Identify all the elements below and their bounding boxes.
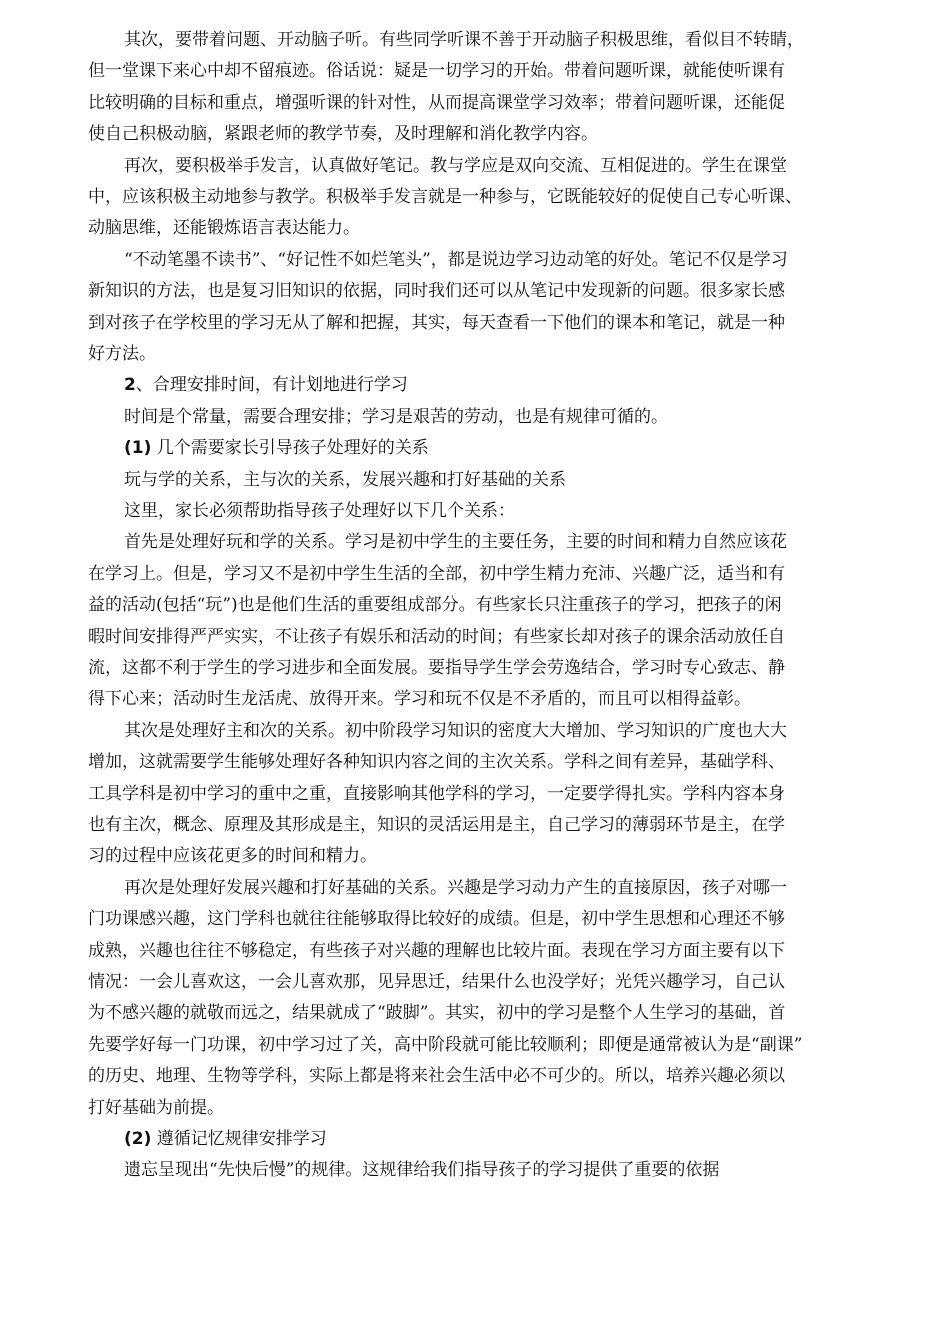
paragraph-line: 动脑思维，还能锻炼语言表达能力。 [88, 218, 360, 239]
heading-text: 几个需要家长引导孩子处理好的关系 [151, 438, 429, 459]
paragraph-line: 其次，要带着问题、开动脑子听。有些同学听课不善于开动脑子积极思维，看似目不转睛， [124, 30, 804, 50]
paragraph-line: 中，应该积极主动地参与教学。积极举手发言就是一种参与，它既能较好的促使自己专心听课、 [88, 187, 802, 207]
paragraph-line: 新知识的方法，也是复习旧知识的依据，同时我们还可以从笔记中发现新的问题。很多家长感 [88, 281, 785, 302]
paragraph-line: 好方法。 [88, 344, 156, 364]
heading-number: (1) [124, 438, 152, 459]
paragraph-line: 使自己积极动脑，紧跟老师的教学节奏，及时理解和消化教学内容。 [88, 124, 598, 145]
heading-text: 遵循记忆规律安排学习 [151, 1129, 327, 1149]
section-heading [124, 436, 429, 460]
heading-number: 2 [124, 375, 136, 396]
paragraph-line: 也有主次，概念、原理及其形成是主，知识的灵活运用是主，自己学习的薄弱环节是主，在学 [88, 815, 785, 835]
section-heading [124, 1127, 327, 1151]
paragraph-line: 在学习上。但是，学习又不是初中学生生活的全部，初中学生精力充沛、兴趣广泛，适当和有 [88, 563, 785, 584]
paragraph-line: 玩与学的关系，主与次的关系，发展兴趣和打好基础的关系 [124, 469, 566, 490]
paragraph-line: 门功课感兴趣，这门学科也就往往能够取得比较好的成绩。但是，初中学生思想和心理还不够 [88, 909, 785, 930]
paragraph-line: 打好基础为前提。 [88, 1097, 224, 1118]
paragraph-line: 遗忘呈现出“先快后慢”的规律。这规律给我们指导孩子的学习提供了重要的依据 [124, 1160, 720, 1181]
paragraph-line: 时间是个常量，需要合理安排；学习是艰苦的劳动，也是有规律可循的。 [124, 406, 668, 427]
paragraph-line: “不动笔墨不读书”、“好记性不如烂笔头”，都是说边学习边动笔的好处。笔记不仅是学习 [124, 249, 788, 270]
paragraph-line: 习的过程中应该花更多的时间和精力。 [88, 846, 377, 867]
paragraph-line: 为不感兴趣的就敬而远之，结果就成了“跛脚”。其实，初中的学习是整个人生学习的基础，首 [88, 1003, 786, 1024]
paragraph-line: 再次，要积极举手发言，认真做好笔记。教与学应是双向交流、互相促进的。学生在课堂 [124, 155, 787, 176]
paragraph-line: 益的活动(包括“玩”)也是他们生活的重要组成部分。有些家长只注重孩子的学习，把孩子的闲 [88, 595, 782, 616]
section-heading [124, 373, 408, 397]
paragraph-line: 流，这都不利于学生的学习进步和全面发展。要指导学生学会劳逸结合，学习时专心致志、静 [88, 658, 785, 678]
paragraph-line: 得下心来；活动时生龙活虎、放得开来。学习和玩不仅是不矛盾的，而且可以相得益彰。 [88, 689, 751, 710]
paragraph-line: 暇时间安排得严严实实，不让孩子有娱乐和活动的时间；有些家长却对孩子的课余活动放任自 [88, 626, 785, 647]
heading-text: 、合理安排时间，有计划地进行学习 [135, 375, 408, 396]
paragraph-line: 其次是处理好主和次的关系。初中阶段学习知识的密度大大增加、学习知识的广度也大大 [124, 720, 787, 741]
paragraph-line: 比较明确的目标和重点，增强听课的针对性，从而提高课堂学习效率；带着问题听课，还能促 [88, 92, 785, 113]
paragraph-line: 但一堂课下来心中却不留痕迹。俗话说：疑是一切学习的开始。带着问题听课，就能使听课有 [88, 61, 785, 82]
paragraph-line: 情况：一会儿喜欢这，一会儿喜欢那，见异思迁，结果什么也没学好；光凭兴趣学习，自己认 [88, 972, 785, 992]
heading-number: (2) [124, 1129, 152, 1149]
paragraph-line: 再次是处理好发展兴趣和打好基础的关系。兴趣是学习动力产生的直接原因，孩子对哪一 [124, 877, 787, 898]
paragraph-line: 的历史、地理、生物等学科，实际上都是将来社会生活中必不可少的。所以，培养兴趣必须以 [88, 1066, 785, 1087]
paragraph-line: 先要学好每一门功课，初中学习过了关，高中阶段就可能比较顺利；即便是通常被认为是“副课” [88, 1034, 803, 1055]
paragraph-line: 增加，这就需要学生能够处理好各种知识内容之间的主次关系。学科之间有差异，基础学科、 [88, 752, 785, 773]
paragraph-line: 成熟，兴趣也往往不够稳定，有些孩子对兴趣的理解也比较片面。表现在学习方面主要有以下 [88, 940, 785, 961]
paragraph-line: 这里，家长必须帮助指导孩子处理好以下几个关系： [124, 501, 515, 521]
paragraph-line: 首先是处理好玩和学的关系。学习是初中学生的主要任务，主要的时间和精力自然应该花 [124, 532, 787, 553]
paragraph-line: 到对孩子在学校里的学习无从了解和把握，其实，每天查看一下他们的课本和笔记，就是一种 [88, 312, 785, 333]
paragraph-line: 工具学科是初中学习的重中之重，直接影响其他学科的学习，一定要学得扎实。学科内容本身 [88, 783, 785, 804]
